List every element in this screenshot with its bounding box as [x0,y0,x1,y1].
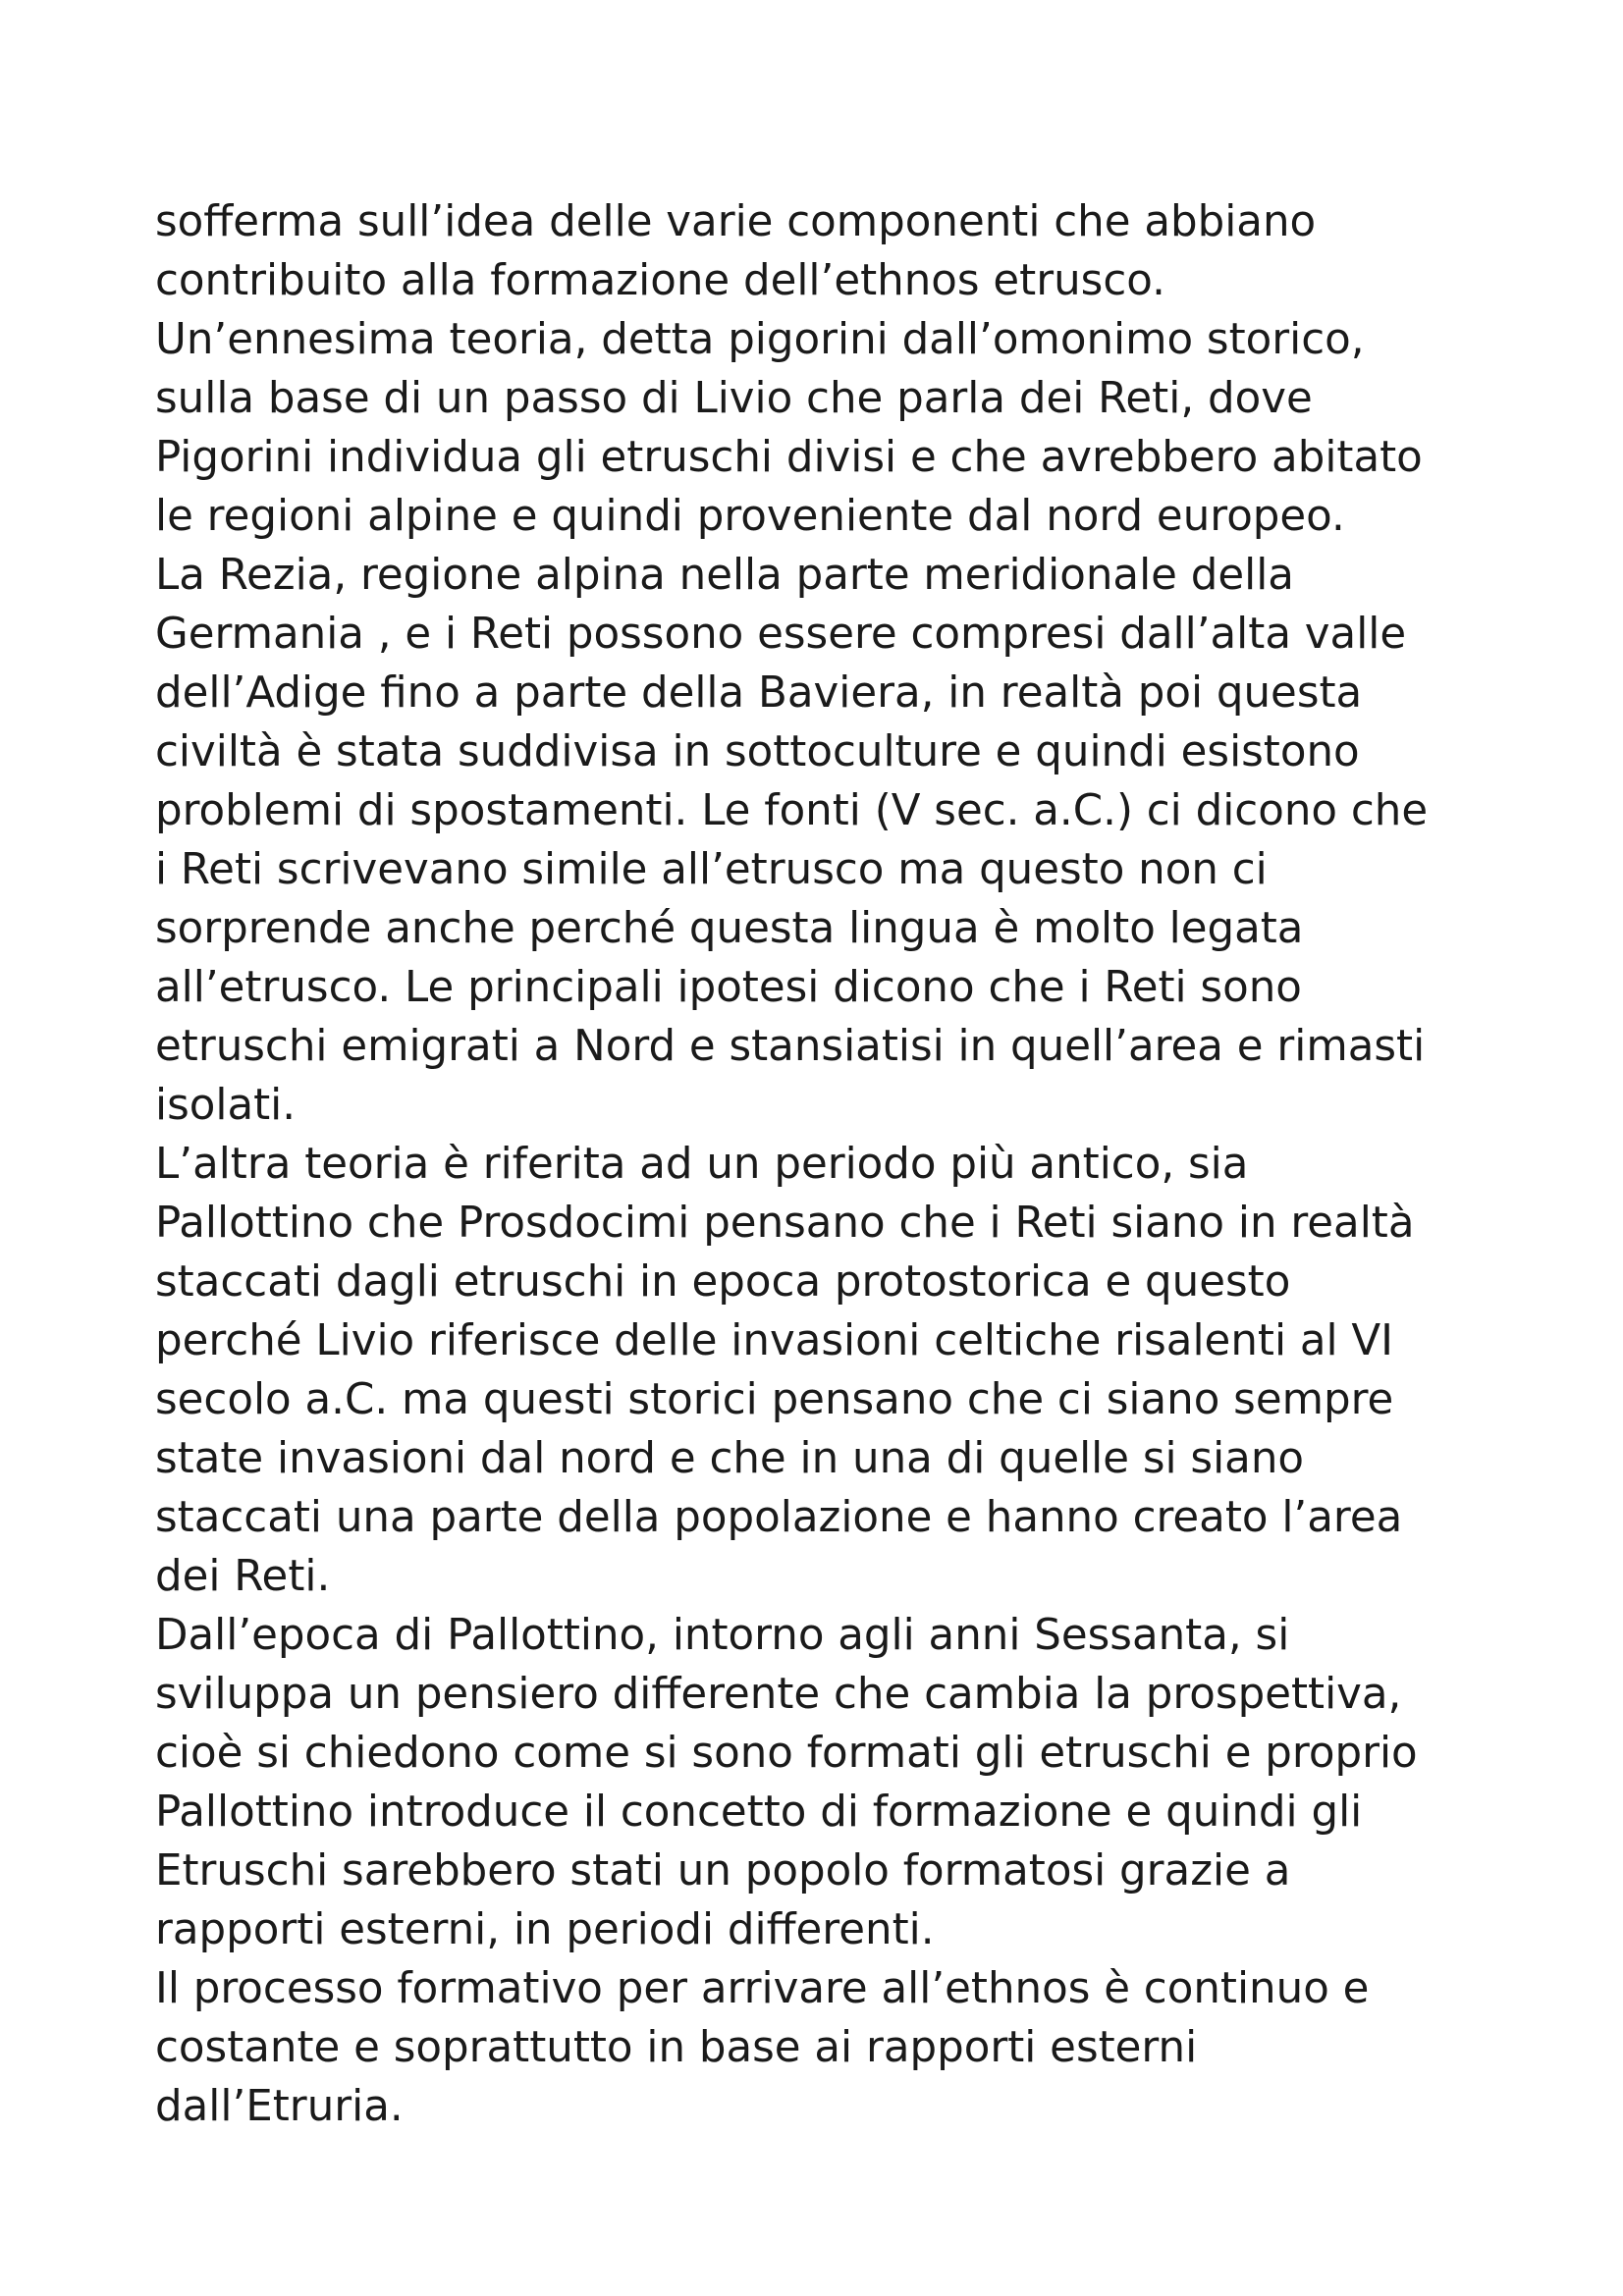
text-line: rapporti esterni, in periodi differenti. [155,1905,935,1954]
text-line: cioè si chiedono come si sono formati gli etruschi e proprio [155,1729,1418,1778]
text-line: sorprende anche perché questa lingua è molto legata [155,904,1304,953]
text-line: sulla base di un passo di Livio che parla dei Reti, dove [155,374,1313,423]
text-line: Pallottino introduce il concetto di formazione e quindi gli [155,1788,1363,1837]
text-line: Pallottino che Prosdocimi pensano che i Reti siano in realtà [155,1199,1415,1248]
text-line: civiltà è stata suddivisa in sottoculture e quindi esistono [155,727,1360,776]
text-line: Il processo formativo per arrivare all’ethnos è continuo e [155,1964,1370,2013]
text-line: dei Reti. [155,1552,331,1601]
text-line: isolati. [155,1081,297,1130]
text-line: Un’ennesima teoria, detta pigorini dall’omonimo storico, [155,315,1365,364]
text-line: La Rezia, regione alpina nella parte meridionale della [155,551,1294,600]
text-line: sofferma sull’idea delle varie componenti che abbiano [155,197,1317,246]
body-text [155,192,1530,2136]
text-line: costante e soprattutto in base ai rapporti esterni [155,2023,1198,2072]
text-line: perché Livio riferisce delle invasioni celtiche risalenti al VI [155,1316,1394,1365]
text-line: problemi di spostamenti. Le fonti (V sec. a.C.) ci dicono che [155,786,1429,835]
text-line: all’etrusco. Le principali ipotesi dicono che i Reti sono [155,963,1302,1012]
text-line: L’altra teoria è riferita ad un periodo più antico, sia [155,1140,1249,1189]
text-line: staccati dagli etruschi in epoca protostorica e questo [155,1257,1291,1307]
text-line: le regioni alpine e quindi proveniente dal nord europeo. [155,492,1345,541]
text-line: Dall’epoca di Pallottino, intorno agli anni Sessanta, si [155,1611,1290,1660]
text-line: Etruschi sarebbero stati un popolo formatosi grazie a [155,1846,1291,1896]
text-line: sviluppa un pensiero differente che cambia la prospettiva, [155,1670,1402,1719]
text-line: state invasioni dal nord e che in una di quelle si siano [155,1434,1305,1483]
text-line: etruschi emigrati a Nord e stansiatisi in quell’area e rimasti [155,1022,1426,1071]
text-line: Germania , e i Reti possono essere compresi dall’alta valle [155,610,1407,659]
text-line: dell’Adige fino a parte della Baviera, in realtà poi questa [155,668,1363,718]
text-line: staccati una parte della popolazione e hanno creato l’area [155,1493,1403,1542]
text-line: dall’Etruria. [155,2082,404,2131]
text-line: Pigorini individua gli etruschi divisi e che avrebbero abitato [155,433,1423,482]
text-line: i Reti scrivevano simile all’etrusco ma questo non ci [155,845,1268,894]
text-line: contribuito alla formazione dell’ethnos etrusco. [155,256,1165,305]
text-line: secolo a.C. ma questi storici pensano che ci siano sempre [155,1375,1394,1424]
